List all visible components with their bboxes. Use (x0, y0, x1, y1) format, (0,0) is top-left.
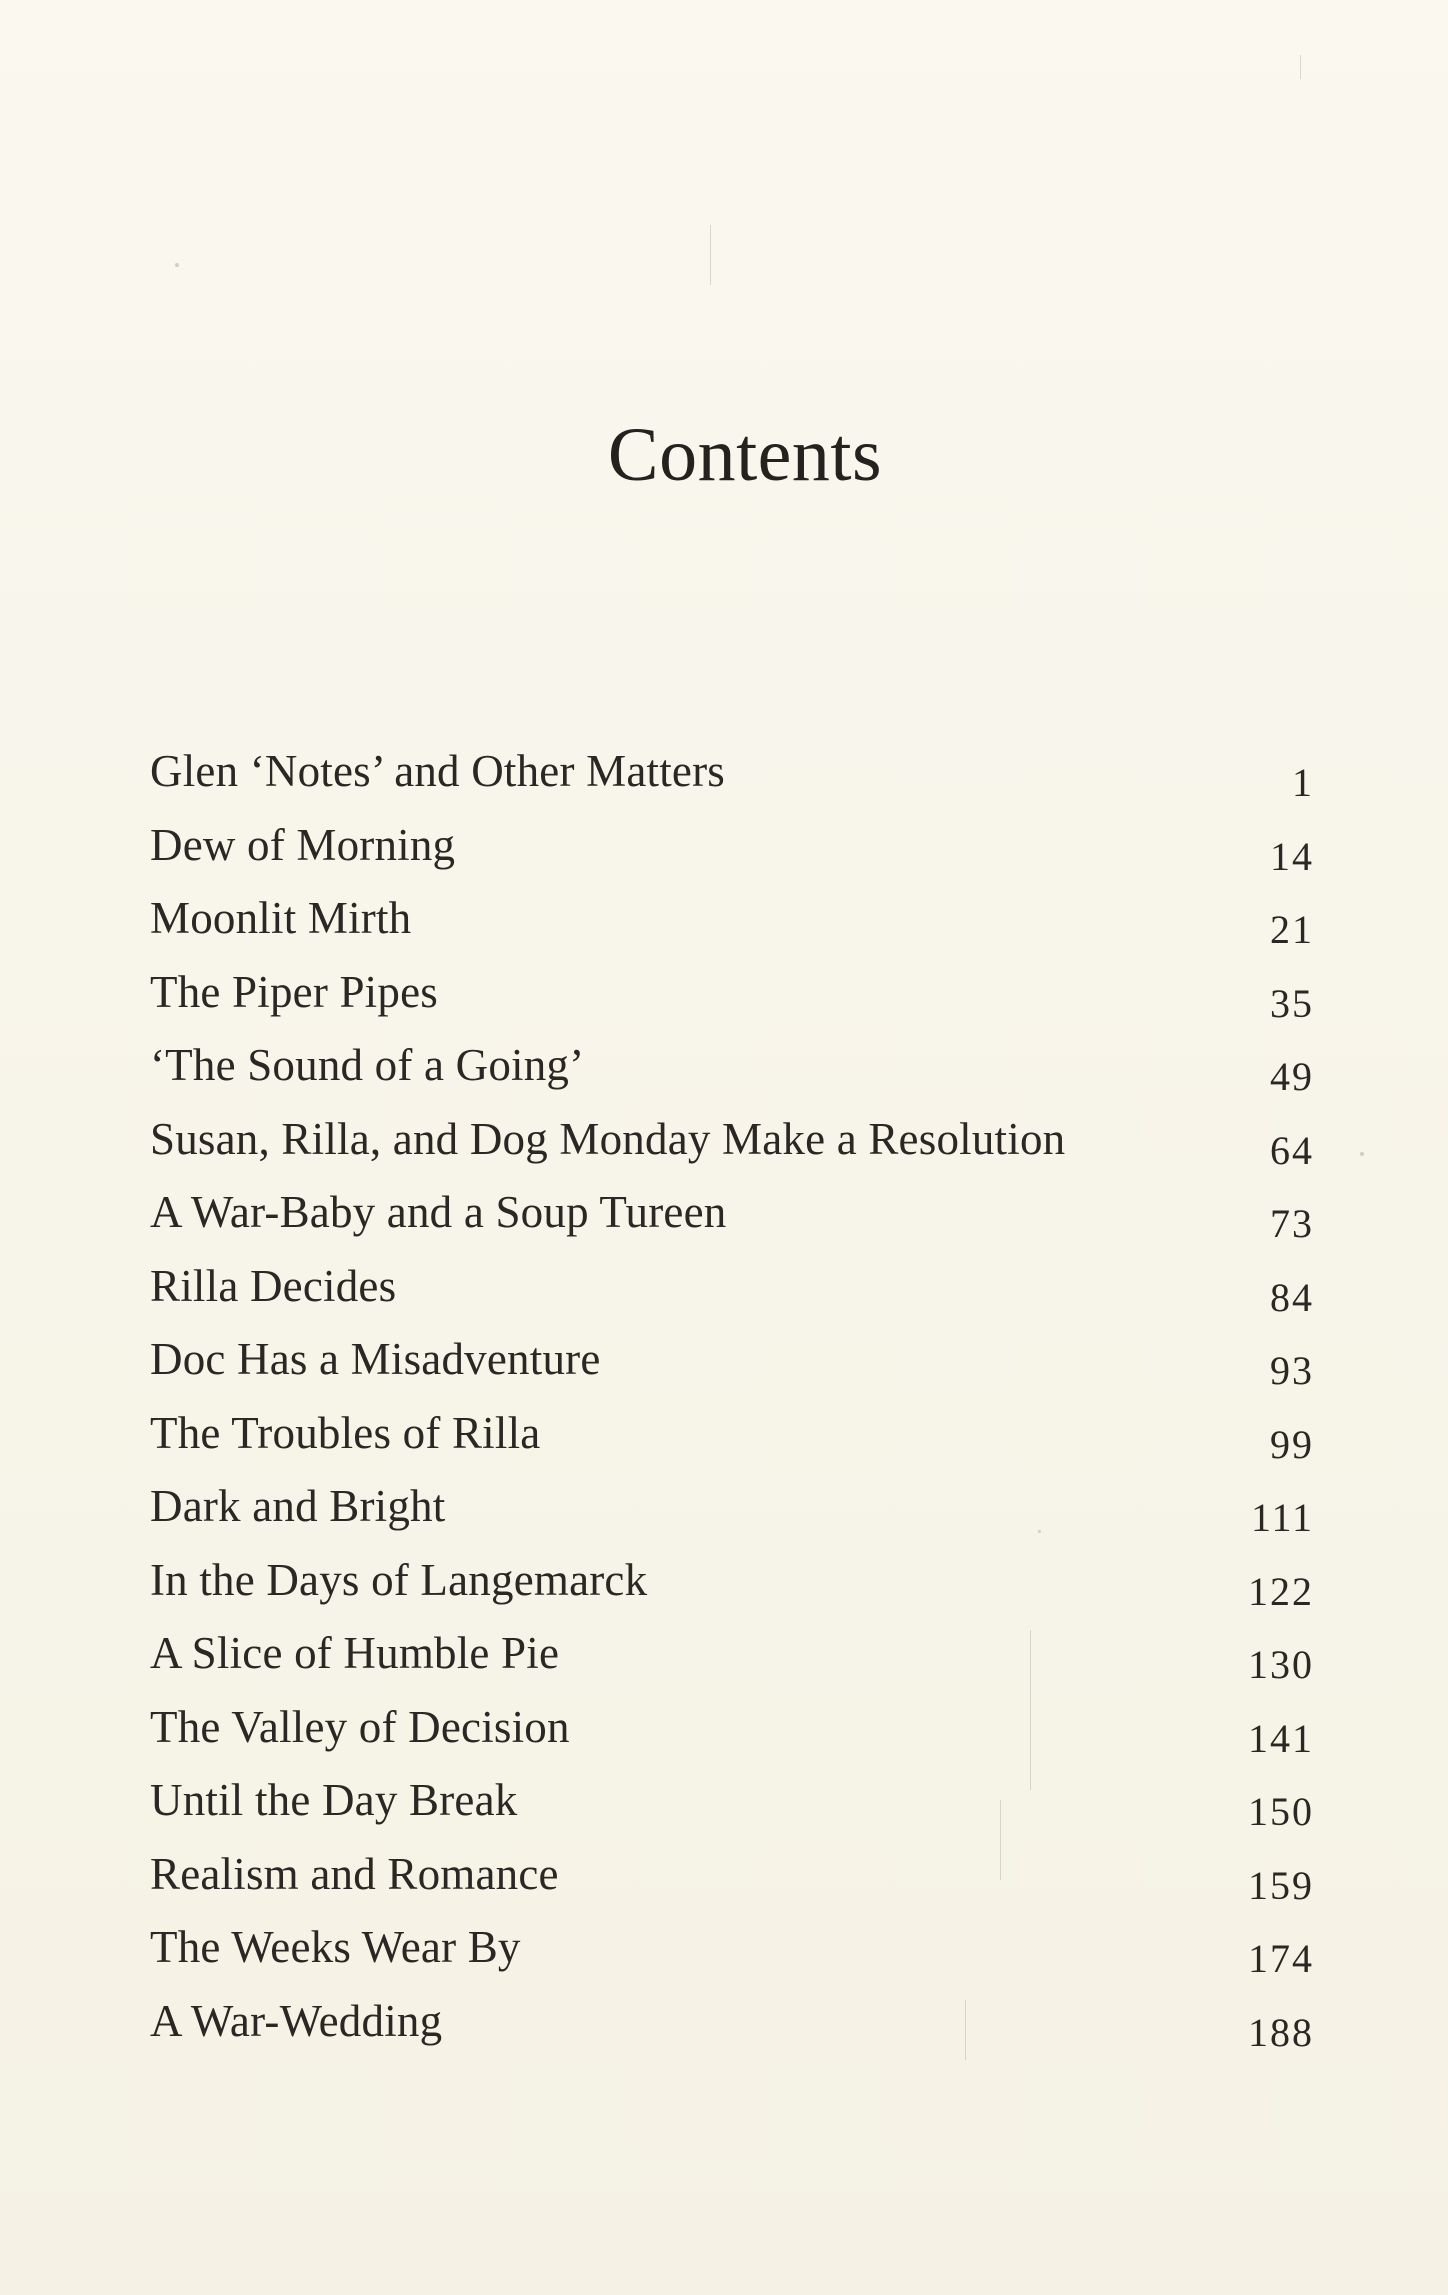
chapter-page-number: 35 (1270, 980, 1314, 1026)
chapter-title: ‘The Sound of a Going’ (150, 1040, 585, 1090)
chapter-page-number: 150 (1248, 1789, 1314, 1834)
toc-entry (150, 1186, 1320, 1260)
chapter-title: Rilla Decides (150, 1260, 397, 1311)
chapter-title: A War-Wedding (150, 1995, 443, 2046)
paper-speck (1360, 1152, 1364, 1156)
page-title: Contents (607, 413, 883, 497)
chapter-page-number: 159 (1248, 1862, 1314, 1908)
chapter-title: A Slice of Humble Pie (150, 1628, 560, 1678)
chapter-title: A War-Baby and a Soup Tureen (150, 1187, 727, 1237)
chapter-title: Doc Has a Misadventure (150, 1334, 601, 1384)
toc-entry (150, 1627, 1320, 1701)
chapter-title: The Weeks Wear By (150, 1922, 521, 1972)
toc-entry (150, 966, 1320, 1040)
toc-entry (150, 1995, 1320, 2069)
chapter-page-number: 49 (1270, 1054, 1314, 1099)
table-of-contents (150, 745, 1320, 2068)
chapter-page-number: 122 (1248, 1568, 1314, 1614)
chapter-page-number: 93 (1270, 1348, 1314, 1393)
toc-entry (150, 745, 1320, 819)
toc-entry (150, 1407, 1320, 1481)
chapter-title: Dew of Morning (150, 819, 456, 870)
toc-entry (150, 1260, 1320, 1334)
chapter-title: Realism and Romance (150, 1848, 559, 1899)
paper-scratch (1300, 55, 1301, 79)
chapter-title: The Valley of Decision (150, 1701, 570, 1752)
chapter-title: The Troubles of Rilla (150, 1407, 541, 1458)
chapter-title: Susan, Rilla, and Dog Monday Make a Resolution (150, 1113, 1066, 1164)
chapter-title: Moonlit Mirth (150, 893, 412, 943)
chapter-page-number: 174 (1248, 1936, 1314, 1981)
toc-entry (150, 1333, 1320, 1407)
paper-speck (175, 263, 179, 267)
chapter-title: In the Days of Langemarck (150, 1554, 648, 1605)
chapter-title: Glen ‘Notes’ and Other Matters (150, 746, 725, 796)
chapter-page-number: 21 (1270, 907, 1314, 952)
chapter-page-number: 64 (1270, 1127, 1314, 1173)
toc-entry (150, 1480, 1320, 1554)
toc-entry (150, 1039, 1320, 1113)
toc-entry (150, 1774, 1320, 1848)
paper-scratch (710, 225, 711, 285)
chapter-page-number: 84 (1270, 1274, 1314, 1320)
chapter-page-number: 73 (1270, 1201, 1314, 1246)
toc-entry (150, 1921, 1320, 1995)
chapter-page-number: 141 (1248, 1715, 1314, 1761)
chapter-page-number: 14 (1270, 833, 1314, 879)
toc-entry (150, 1113, 1320, 1187)
chapter-page-number: 130 (1248, 1642, 1314, 1687)
toc-entry (150, 1701, 1320, 1775)
chapter-title: Dark and Bright (150, 1481, 446, 1531)
toc-entry (150, 892, 1320, 966)
chapter-title: The Piper Pipes (150, 966, 438, 1017)
chapter-page-number: 188 (1248, 2009, 1314, 2055)
chapter-page-number: 99 (1270, 1421, 1314, 1467)
toc-entry (150, 819, 1320, 893)
toc-entry (150, 1848, 1320, 1922)
chapter-title: Until the Day Break (150, 1775, 518, 1825)
toc-entry (150, 1554, 1320, 1628)
chapter-page-number: 111 (1250, 1495, 1314, 1540)
chapter-page-number: 1 (1292, 760, 1314, 805)
